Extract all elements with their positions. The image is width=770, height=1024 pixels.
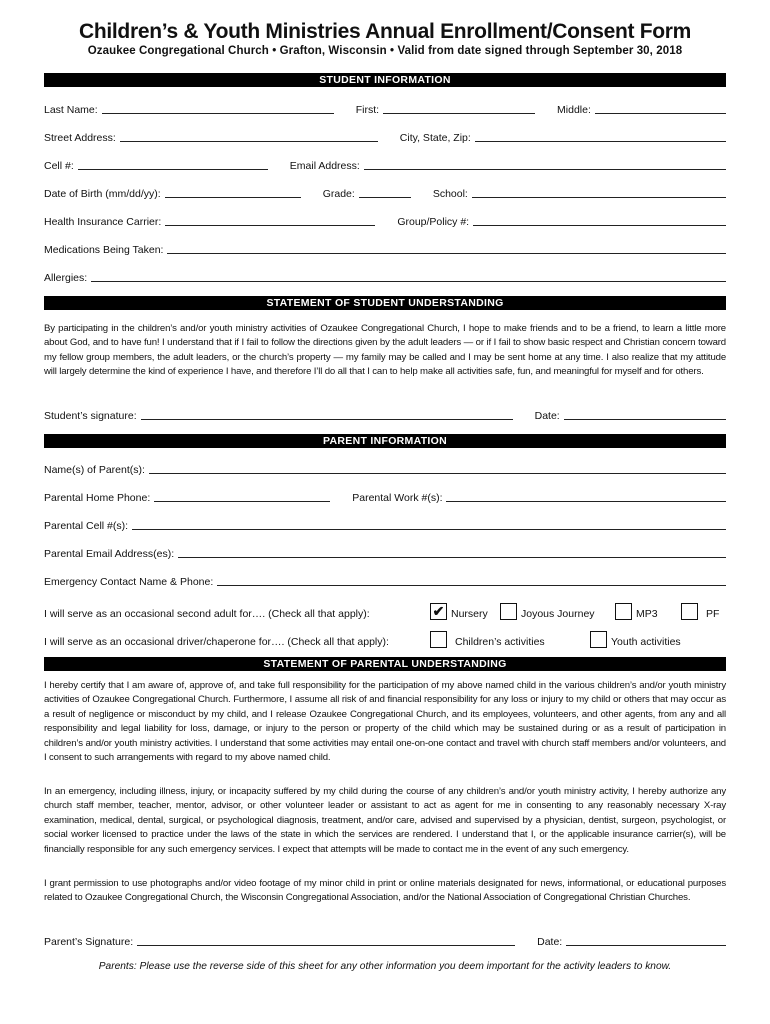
- emergency-contact-label: Emergency Contact Name & Phone:: [44, 576, 214, 588]
- parent-cell-label: Parental Cell #(s):: [44, 520, 129, 532]
- row-insurance: [44, 212, 726, 228]
- parent-date-label: Date:: [537, 936, 563, 948]
- section-header-student-statement: STATEMENT OF STUDENT UNDERSTANDING: [44, 296, 726, 310]
- student-signature-label: Student’s signature:: [44, 410, 137, 422]
- student-date-label: Date:: [534, 410, 560, 422]
- row-parent-phones: [44, 488, 726, 504]
- health-insurance-field[interactable]: [165, 225, 375, 226]
- allergies-field[interactable]: [91, 281, 726, 282]
- parent-signature-label: Parent’s Signature:: [44, 936, 134, 948]
- row-serve-second-adult: [44, 600, 726, 620]
- middle-name-label: Middle:: [557, 104, 591, 116]
- parent-email-label: Parental Email Address(es):: [44, 548, 175, 560]
- pf-label: PF: [706, 608, 720, 620]
- school-label: School:: [432, 188, 468, 200]
- parent-signature-field[interactable]: [137, 945, 515, 946]
- middle-name-field[interactable]: [595, 113, 726, 114]
- grade-field[interactable]: [359, 197, 411, 198]
- row-parent-email: [44, 544, 726, 560]
- joyous-journey-checkbox[interactable]: [500, 603, 517, 620]
- row-parent-cell: [44, 516, 726, 532]
- mp3-checkbox[interactable]: [615, 603, 632, 620]
- parent-home-phone-field[interactable]: [154, 501, 330, 502]
- school-field[interactable]: [472, 197, 726, 198]
- option-youth-activities[interactable]: [590, 631, 681, 648]
- option-nursery[interactable]: [430, 603, 500, 620]
- parent-home-phone-label: Parental Home Phone:: [44, 492, 151, 504]
- row-parent-names: [44, 460, 726, 476]
- first-name-label: First:: [355, 104, 380, 116]
- option-mp3[interactable]: [615, 603, 681, 620]
- medications-field[interactable]: [167, 253, 726, 254]
- cell-field[interactable]: [78, 169, 268, 170]
- street-address-field[interactable]: [120, 141, 378, 142]
- option-childrens-activities[interactable]: [430, 631, 590, 648]
- row-dob: [44, 184, 726, 200]
- dob-label: Date of Birth (mm/dd/yy):: [44, 188, 161, 200]
- first-name-field[interactable]: [383, 113, 535, 114]
- health-insurance-label: Health Insurance Carrier:: [44, 216, 162, 228]
- childrens-activities-label: Children’s activities: [455, 636, 545, 648]
- section-header-parent-info: PARENT INFORMATION: [44, 434, 726, 448]
- student-statement-text: By participating in the children’s and/or youth ministry activities of Ozaukee Congregational Church, I hope to make friends and to be a friend, to learn a little more about God, and to have fun! I understand that if I fail to follow the directions given by the adult leaders — or if I fail to show basic respect and Christian concern toward my fellow group members, the adult leaders, or the church’s property — my family may be called and I may be sent home at any time. I also realize that my attitude will largely determine the kind of experience I have, and therefore I’ll do all that I can to help make all activities safe, fun, and meaningful for myself and for others.: [44, 323, 726, 378]
- allergies-label: Allergies:: [44, 272, 88, 284]
- form-title: Children’s & Youth Ministries Annual Enrollment/Consent Form: [78, 20, 692, 43]
- cell-label: Cell #:: [44, 160, 74, 172]
- childrens-activities-checkbox[interactable]: [430, 631, 447, 648]
- last-name-field[interactable]: [102, 113, 334, 114]
- joyous-journey-label: Joyous Journey: [521, 608, 595, 620]
- nursery-checkbox[interactable]: ✔: [430, 603, 447, 620]
- parent-statement-paragraph-3: I grant permission to use photographs and/or video footage of my minor child in print or online materials designated for news, informational, or educational purposes related to Ozaukee Congregational Church, the Wisconsin Congregational Association, and/or the National Association of Congregational Christian Churches.: [44, 878, 726, 904]
- parent-names-field[interactable]: [149, 473, 726, 474]
- city-state-zip-field[interactable]: [475, 141, 726, 142]
- student-date-field[interactable]: [564, 419, 726, 420]
- parent-work-phone-field[interactable]: [446, 501, 726, 502]
- grade-label: Grade:: [322, 188, 355, 200]
- parent-statement-paragraph-2: In an emergency, including illness, injury, or incapacity suffered by my child during the course of any children’s and/or youth ministry activity, I hereby authorize any church staff member, teacher, mentor, advisor, or other volunteer leader or assistant to act as agent for me in consenting to any reasonably necessary X-ray examination, medical, dental, surgical, or psychological diagnosis, treatment, and/or care, advised and supervised by a physician, dentist, surgeon, psychologist, or social worker licensed to practice under the laws of the state in which the services are rendered. I understand that I, or the applicable insurance carrier(s), will be financially responsible for any such emergency services. I expect that attempts will be made to contact me in the event of any such emergency.: [44, 786, 726, 855]
- last-name-label: Last Name:: [44, 104, 98, 116]
- street-address-label: Street Address:: [44, 132, 116, 144]
- emergency-contact-field[interactable]: [217, 585, 726, 586]
- row-contact: [44, 156, 726, 172]
- youth-activities-label: Youth activities: [611, 636, 681, 648]
- row-serve-driver: [44, 628, 726, 648]
- row-address: [44, 128, 726, 144]
- mp3-label: MP3: [636, 608, 658, 620]
- group-policy-field[interactable]: [473, 225, 726, 226]
- parent-cell-field[interactable]: [132, 529, 726, 530]
- city-state-zip-label: City, State, Zip:: [399, 132, 471, 144]
- section-header-student-info: STUDENT INFORMATION: [44, 73, 726, 87]
- row-name: [44, 100, 726, 116]
- form-subtitle: Ozaukee Congregational Church • Grafton, Wisconsin • Valid from date signed through September 30, 2018: [87, 45, 683, 57]
- parent-statement-paragraph-1: I hereby certify that I am aware of, approve of, and take full responsibility for the participation of my above named child in the various children’s and/or youth ministry activities of Ozaukee Congregational Church. Furthermore, I assume all risk of and financial responsibility for any loss or injury to my child or others that may occur as a result of negligence or misconduct by my child, and I release Ozaukee Congregational Church, and its employees, volunteers, and other agents, from any and all responsibility and legal liability for loss, damage, or injury to the person or property of the child which may be sustained during or as a result of participation in children’s and/or youth ministry activities. I understand that some activities may entail one-on-one contact and travel with church staff members and/or volunteers, and I consent to such arrangements with regard to my above named child.: [44, 680, 726, 764]
- serve-driver-label: I will serve as an occasional driver/chaperone for…. (Check all that apply):: [44, 636, 389, 648]
- medications-label: Medications Being Taken:: [44, 244, 164, 256]
- row-parent-signature: [44, 932, 726, 948]
- footer-note: Parents: Please use the reverse side of this sheet for any other information you deem important for the activity leaders to know.: [98, 961, 672, 972]
- student-signature-field[interactable]: [141, 419, 513, 420]
- row-student-signature: [44, 406, 726, 422]
- section-header-parent-statement: STATEMENT OF PARENTAL UNDERSTANDING: [44, 657, 726, 671]
- parent-names-label: Name(s) of Parent(s):: [44, 464, 145, 476]
- option-joyous-journey[interactable]: [500, 603, 615, 620]
- youth-activities-checkbox[interactable]: [590, 631, 607, 648]
- row-medications: [44, 240, 726, 256]
- row-emergency-contact: [44, 572, 726, 588]
- row-allergies: [44, 268, 726, 284]
- group-policy-label: Group/Policy #:: [397, 216, 470, 228]
- email-field[interactable]: [364, 169, 726, 170]
- parent-email-field[interactable]: [178, 557, 726, 558]
- serve-second-adult-label: I will serve as an occasional second adult for…. (Check all that apply):: [44, 608, 370, 620]
- option-pf[interactable]: [681, 603, 719, 620]
- email-label: Email Address:: [289, 160, 360, 172]
- pf-checkbox[interactable]: [681, 603, 698, 620]
- nursery-label: Nursery: [451, 608, 488, 620]
- dob-field[interactable]: [165, 197, 301, 198]
- parent-work-phone-label: Parental Work #(s):: [352, 492, 443, 504]
- parent-date-field[interactable]: [566, 945, 726, 946]
